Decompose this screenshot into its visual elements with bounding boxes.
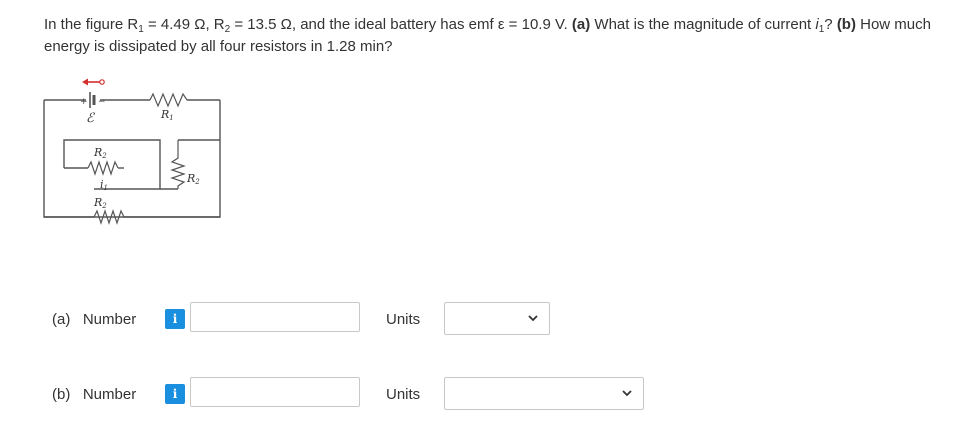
- part-a-tag: (a): [571, 16, 591, 33]
- i1-label: i1: [100, 178, 108, 192]
- r2-label-top: R2: [94, 146, 107, 160]
- resistor-r2-right: [172, 140, 184, 189]
- info-icon[interactable]: i: [165, 384, 185, 404]
- r2-label-bottom: R2: [94, 196, 107, 210]
- chevron-down-icon: [621, 387, 633, 399]
- r1-label: R1: [161, 108, 174, 122]
- part-a-number-label: (a) Number: [52, 311, 137, 328]
- circuit-diagram: [40, 74, 230, 234]
- info-icon[interactable]: i: [165, 309, 185, 329]
- answer-row-a: [0, 300, 969, 340]
- part-b-number-label: (b) Number: [52, 386, 137, 403]
- question-text: In the figure $R_1 = 4.49$ Ω, $R_2 = 13.5$ Ω, and the ideal battery has emf ε = 10.9 V. (a) What is the magnitude of current $i_1$? (b) How much energy is dissipated by all four resistors in 1.28 min?: [44, 16, 931, 55]
- answer-input-b[interactable]: [190, 377, 360, 407]
- r2-label-right: R2: [187, 172, 200, 186]
- battery-symbol: [90, 92, 94, 108]
- emf-label: ℰ: [86, 111, 94, 126]
- resistor-r1: [150, 94, 187, 106]
- resistor-r2-inner-top: [88, 162, 118, 174]
- units-label-b: Units: [386, 386, 421, 403]
- answer-row-b: [0, 375, 969, 415]
- chevron-down-icon: [527, 312, 539, 324]
- units-label-a: Units: [386, 311, 421, 328]
- current-direction-arrow: [82, 79, 104, 86]
- minus-sign: −: [98, 97, 106, 107]
- answer-input-a[interactable]: [190, 302, 360, 332]
- units-select-b[interactable]: [444, 377, 644, 410]
- units-select-a[interactable]: [444, 302, 550, 335]
- part-b-tag: (b): [836, 16, 856, 33]
- plus-sign: +: [80, 97, 88, 107]
